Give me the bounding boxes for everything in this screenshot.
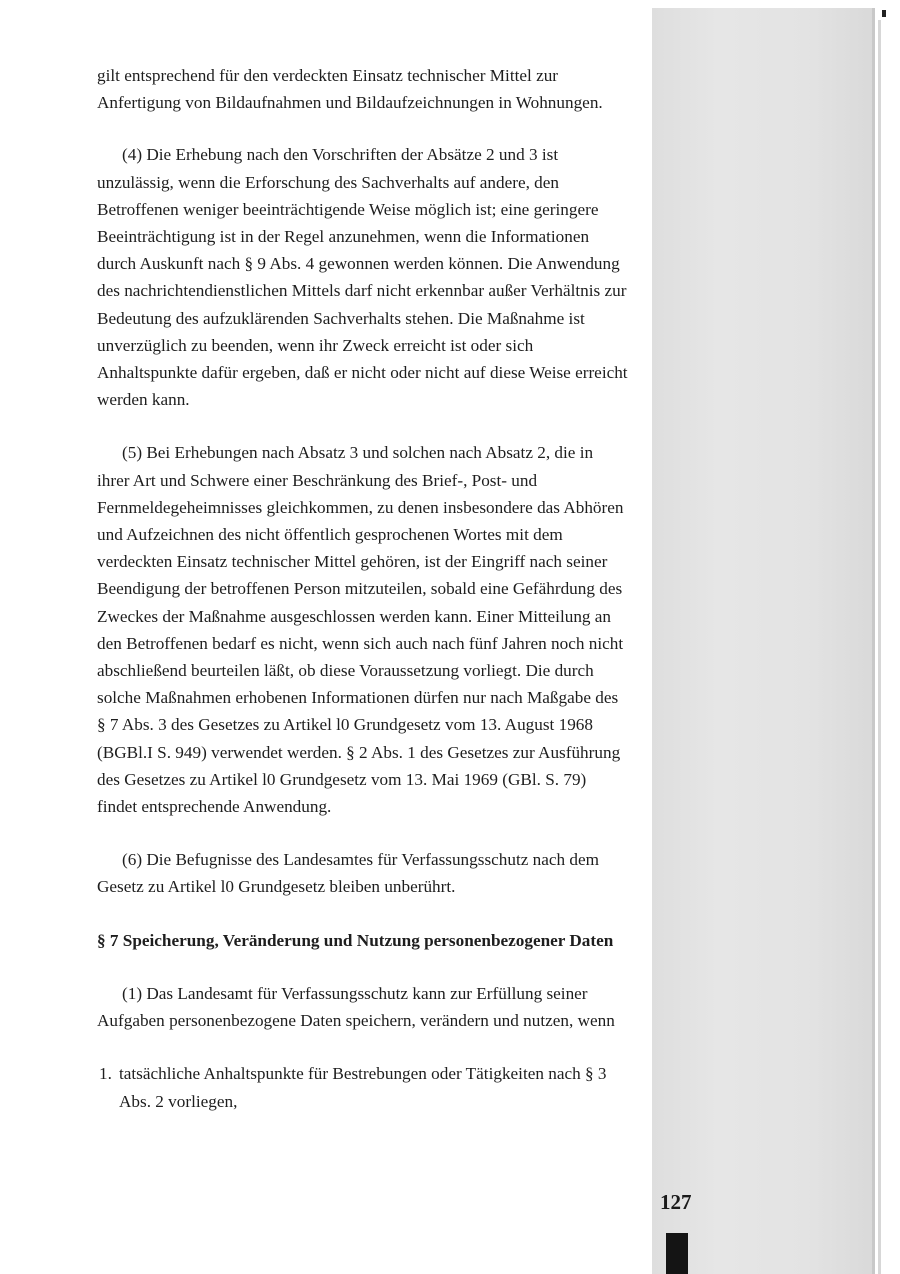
paragraph-6: (6) Die Befugnisse des Landesamtes für Verfassungsschutz nach dem Gesetz zu Artikel l0 Grundgesetz bleiben unberührt. — [97, 850, 599, 897]
page-number: 127 — [660, 1190, 692, 1214]
list-item-1 — [97, 1060, 629, 1114]
paragraph-5: (5) Bei Erhebungen nach Absatz 3 und solchen nach Absatz 2, die in ihrer Art und Schwere einer Beschränkung des Brief-, Post- und Fernmeldegeheimnisses gleichkommen, zu denen insbesondere das Abhören und Aufzeichnen des nicht öffentlich gesprochenen Wortes mit dem verdeckten Einsatz technischer Mittel gehören, ist der Eingriff nach seiner Beendigung der betroffenen Person mitzuteilen, sobald eine Gefährdung des Zweckes der Maßnahme ausgeschlossen werden kann. Einer Mitteilung an den Betroffenen bedarf es nicht, wenn sich auch nach fünf Jahren noch nicht abschließend beurteilen läßt, ob diese Voraussetzung vorliegt. Die durch solche Maßnahmen erhobenen Informationen dürfen nur nach Maßgabe des § 7 Abs. 3 des Gesetzes zu Artikel l0 Grundgesetz vom 13. August 1968 (BGBl.I S. 949) verwendet werden. § 2 Abs. 1 des Gesetzes zur Ausführung des Gesetzes zu Artikel l0 Grundgesetz vom 13. Mai 1969 (GBl. S. 79) findet entsprechende Anwendung. — [97, 443, 624, 817]
thumb-index-marker — [666, 1233, 688, 1274]
paragraph-7-1: (1) Das Landesamt für Verfassungsschutz kann zur Erfüllung seiner Aufgaben personenbezogene Daten speichern, verändern und nutzen, wenn — [97, 983, 615, 1031]
list-item-text: tatsächliche Anhaltspunkte für Bestrebungen oder Tätigkeiten nach § 3 Abs. 2 vorliegen, — [119, 1064, 607, 1111]
page-margin-band — [652, 8, 874, 1274]
paragraph-4: (4) Die Erhebung nach den Vorschriften der Absätze 2 und 3 ist unzulässig, wenn die Erforschung des Sachverhalts auf andere, den Betroffenen weniger beeinträchtigende Weise möglich ist; eine geringere Beeinträchtigung ist in der Regel anzunehmen, wenn die Informationen durch Auskunft nach § 9 Abs. 4 gewonnen werden können. Die Anwendung des nachrichtendienstlichen Mittels darf nicht erkennbar außer Verhältnis zur Bedeutung des aufzuklärenden Sachverhalts stehen. Die Maßnahme ist unverzüglich zu beenden, wenn ihr Zweck erreicht ist oder sich Anhaltspunkte dafür ergeben, daß er nicht oder nicht auf diese Weise erreicht werden kann. — [97, 145, 628, 410]
page-edge-line — [872, 8, 875, 1274]
paragraph-continuation: gilt entsprechend für den verdeckten Einsatz technischer Mittel zur Anfertigung von Bildaufnahmen und Bildaufzeichnungen in Wohnungen. — [97, 66, 603, 113]
page-edge-shadow — [878, 20, 881, 1274]
corner-mark — [882, 10, 886, 17]
section-heading: § 7 Speicherung, Veränderung und Nutzung personenbezogener Daten — [97, 930, 614, 950]
document-body — [97, 62, 629, 1115]
list-item-number: 1. — [99, 1064, 112, 1084]
